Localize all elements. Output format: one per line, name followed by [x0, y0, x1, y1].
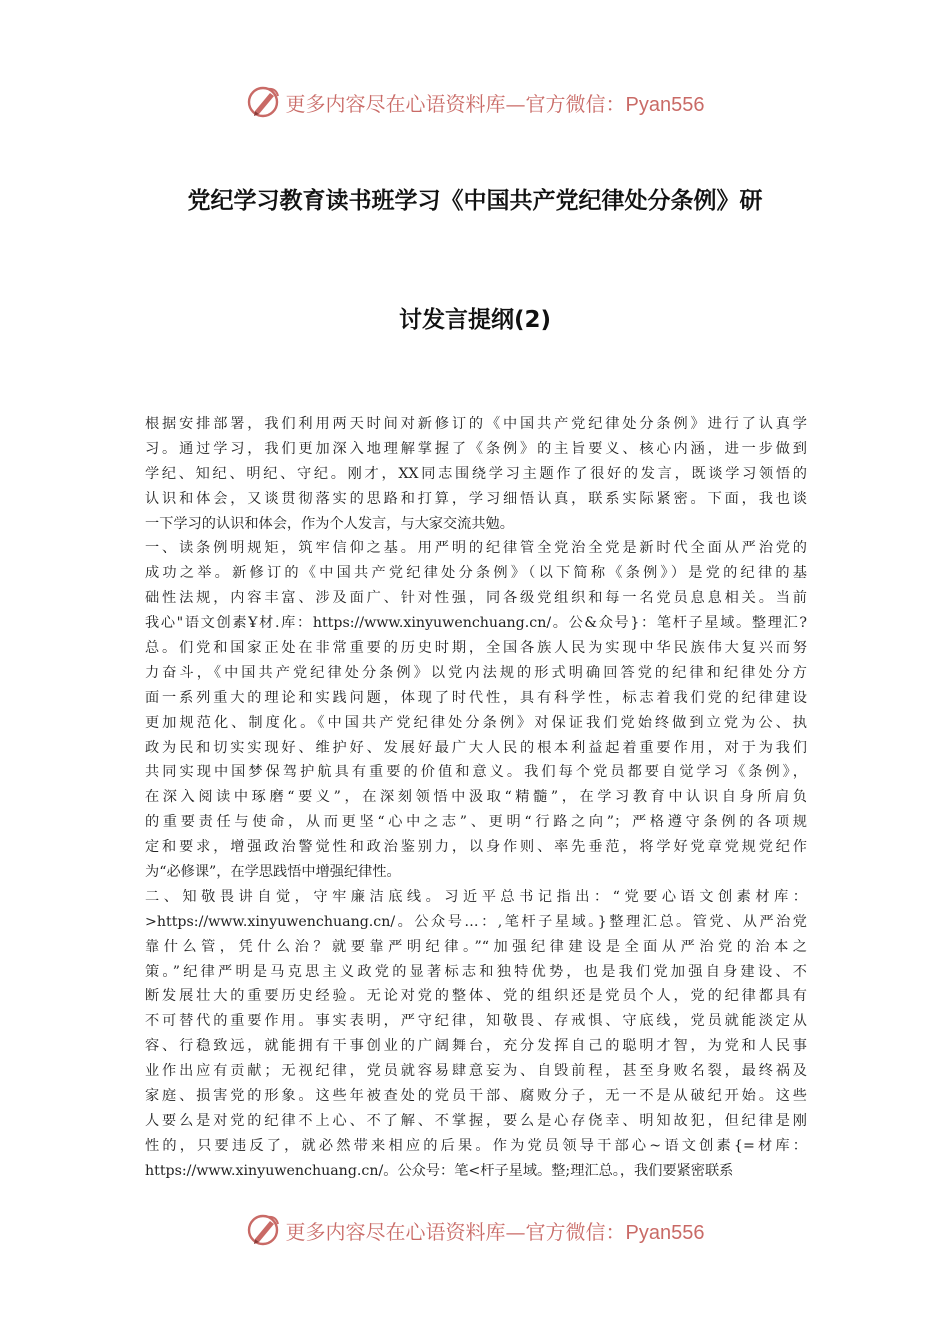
- footer-banner: [0, 1208, 950, 1252]
- document-title-line2: 讨发言提纲(2): [398, 307, 552, 333]
- footer-banner-wechat: Pyan556: [625, 1221, 705, 1244]
- body-line: 在深入阅读中琢磨“要义”，在深刻领悟中汲取“精髓”，在学习教育中认识自身所肩负: [145, 789, 807, 806]
- body-line: 一、读条例明规矩，筑牢信仰之基。用严明的纪律管全党治全党是新时代全面从严治党的: [145, 540, 807, 557]
- body-line: 为“必修课”，在学思践悟中增强纪律性。: [145, 864, 401, 881]
- body-line: 靠什么管，凭什么治？就要靠严明纪律。”“加强纪律建设是全面从严治党的治本之: [145, 938, 807, 955]
- body-line: 成功之举。新修订的《中国共产党纪律处分条例》（以下简称《条例》）是党的纪律的基: [145, 565, 807, 582]
- body-line: 一下学习的认识和体会，作为个人发言，与大家交流共勉。: [145, 515, 514, 532]
- pen-logo-icon: [246, 1212, 282, 1248]
- body-line: 总。们党和国家正处在非常重要的历史时期，全国各族人民为实现中华民族伟大复兴而努: [145, 640, 807, 657]
- header-banner-text: 更多内容尽在心语资料库—官方微信：: [285, 91, 626, 116]
- body-line: 家庭、损害党的形象。这些年被查处的党员干部、腐败分子，无一不是从破纪开始。这些: [145, 1088, 807, 1105]
- body-line: 面一系列重大的理论和实践问题，体现了时代性，具有科学性，标志着我们党的纪律建设: [145, 689, 807, 706]
- body-line: 业作出应有贡献；无视纪律，党员就容易肆意妄为、自毁前程，甚至身败名裂，最终祸及: [145, 1063, 807, 1080]
- body-line: 定和要求，增强政治警觉性和政治鉴别力，以身作则、率先垂范，将学好党章党规党纪作: [145, 839, 807, 856]
- body-line: 学纪、知纪、明纪、守纪。刚才，XX同志围绕学习主题作了很好的发言，既谈学习领悟的: [145, 465, 807, 482]
- body-line: 的重要责任与使命，从而更坚“心中之志”、更明“行路之向”；严格遵守条例的各项规: [145, 814, 807, 831]
- body-line: 础性法规，内容丰富、涉及面广、针对性强，同各级党组织和每一名党员息息相关。当前: [145, 590, 807, 607]
- body-line: 策。”纪律严明是马克思主义政党的显著标志和独特优势，也是我们党加强自身建设、不: [145, 963, 807, 980]
- body-line: 二、知敬畏讲自觉，守牢廉洁底线。习近平总书记指出：“党要心语文创素材库：: [145, 888, 807, 905]
- body-line: 容、行稳致远，就能拥有干事创业的广阔舞台，充分发挥自己的聪明才智，为党和人民事: [145, 1038, 807, 1055]
- body-line: 更加规范化、制度化。《中国共产党纪律处分条例》对保证我们党始终做到立党为公、执: [145, 714, 807, 731]
- body-line: 力奋斗，《中国共产党纪律处分条例》以党内法规的形式明确回答党的纪律和纪律处分方: [145, 664, 807, 681]
- body-line: 认识和体会，又谈贯彻落实的思路和打算，学习细悟认真，联系实际紧密。下面，我也谈: [145, 490, 807, 507]
- body-line: 性的，只要违反了，就必然带来相应的后果。作为党员领导干部心~语文创素{=材库：: [145, 1137, 807, 1154]
- body-line: 我心"语文创素Ұ材.库：https://www.xinyuwenchuang.cn/。公&众号}：笔杆子星域。整理汇?: [145, 615, 807, 632]
- body-line: https://www.xinyuwenchuang.cn/。公众号：笔<杆子星域。整;理汇总。，我们要紧密联系: [145, 1162, 734, 1179]
- pen-logo-icon: [246, 84, 282, 120]
- document-body: [145, 412, 807, 1184]
- body-line: 断发展壮大的重要历史经验。无论对党的整体、党的组织还是党员个人，党的纪律都具有: [145, 988, 807, 1005]
- footer-banner-text: 更多内容尽在心语资料库—官方微信：: [285, 1219, 626, 1244]
- header-banner: [0, 80, 950, 124]
- body-line: 不可替代的重要作用。事实表明，严守纪律，知敬畏、存戒惧、守底线，党员就能淡定从: [145, 1013, 807, 1030]
- body-line: 人要么是对党的纪律不上心、不了解、不掌握，要么是心存侥幸、明知故犯，但纪律是刚: [145, 1112, 807, 1129]
- body-line: >https://www.xinyuwenchuang.cn/。公众号…：,笔杆子星域。}整理汇总。管党、从严治党: [145, 913, 807, 930]
- body-line: 习。通过学习，我们更加深入地理解掌握了《条例》的主旨要义、核心内涵，进一步做到: [145, 440, 807, 457]
- body-line: 政为民和切实实现好、维护好、发展好最广大人民的根本利益起着重要作用，对于为我们: [145, 739, 807, 756]
- document-title-line1: 党纪学习教育读书班学习《中国共产党纪律处分条例》研: [187, 188, 763, 214]
- body-line: 共同实现中国梦保驾护航具有重要的价值和意义。我们每个党员都要自觉学习《条例》，: [145, 764, 807, 781]
- header-banner-wechat: Pyan556: [625, 93, 705, 116]
- body-line: 根据安排部署，我们利用两天时间对新修订的《中国共产党纪律处分条例》进行了认真学: [145, 416, 807, 432]
